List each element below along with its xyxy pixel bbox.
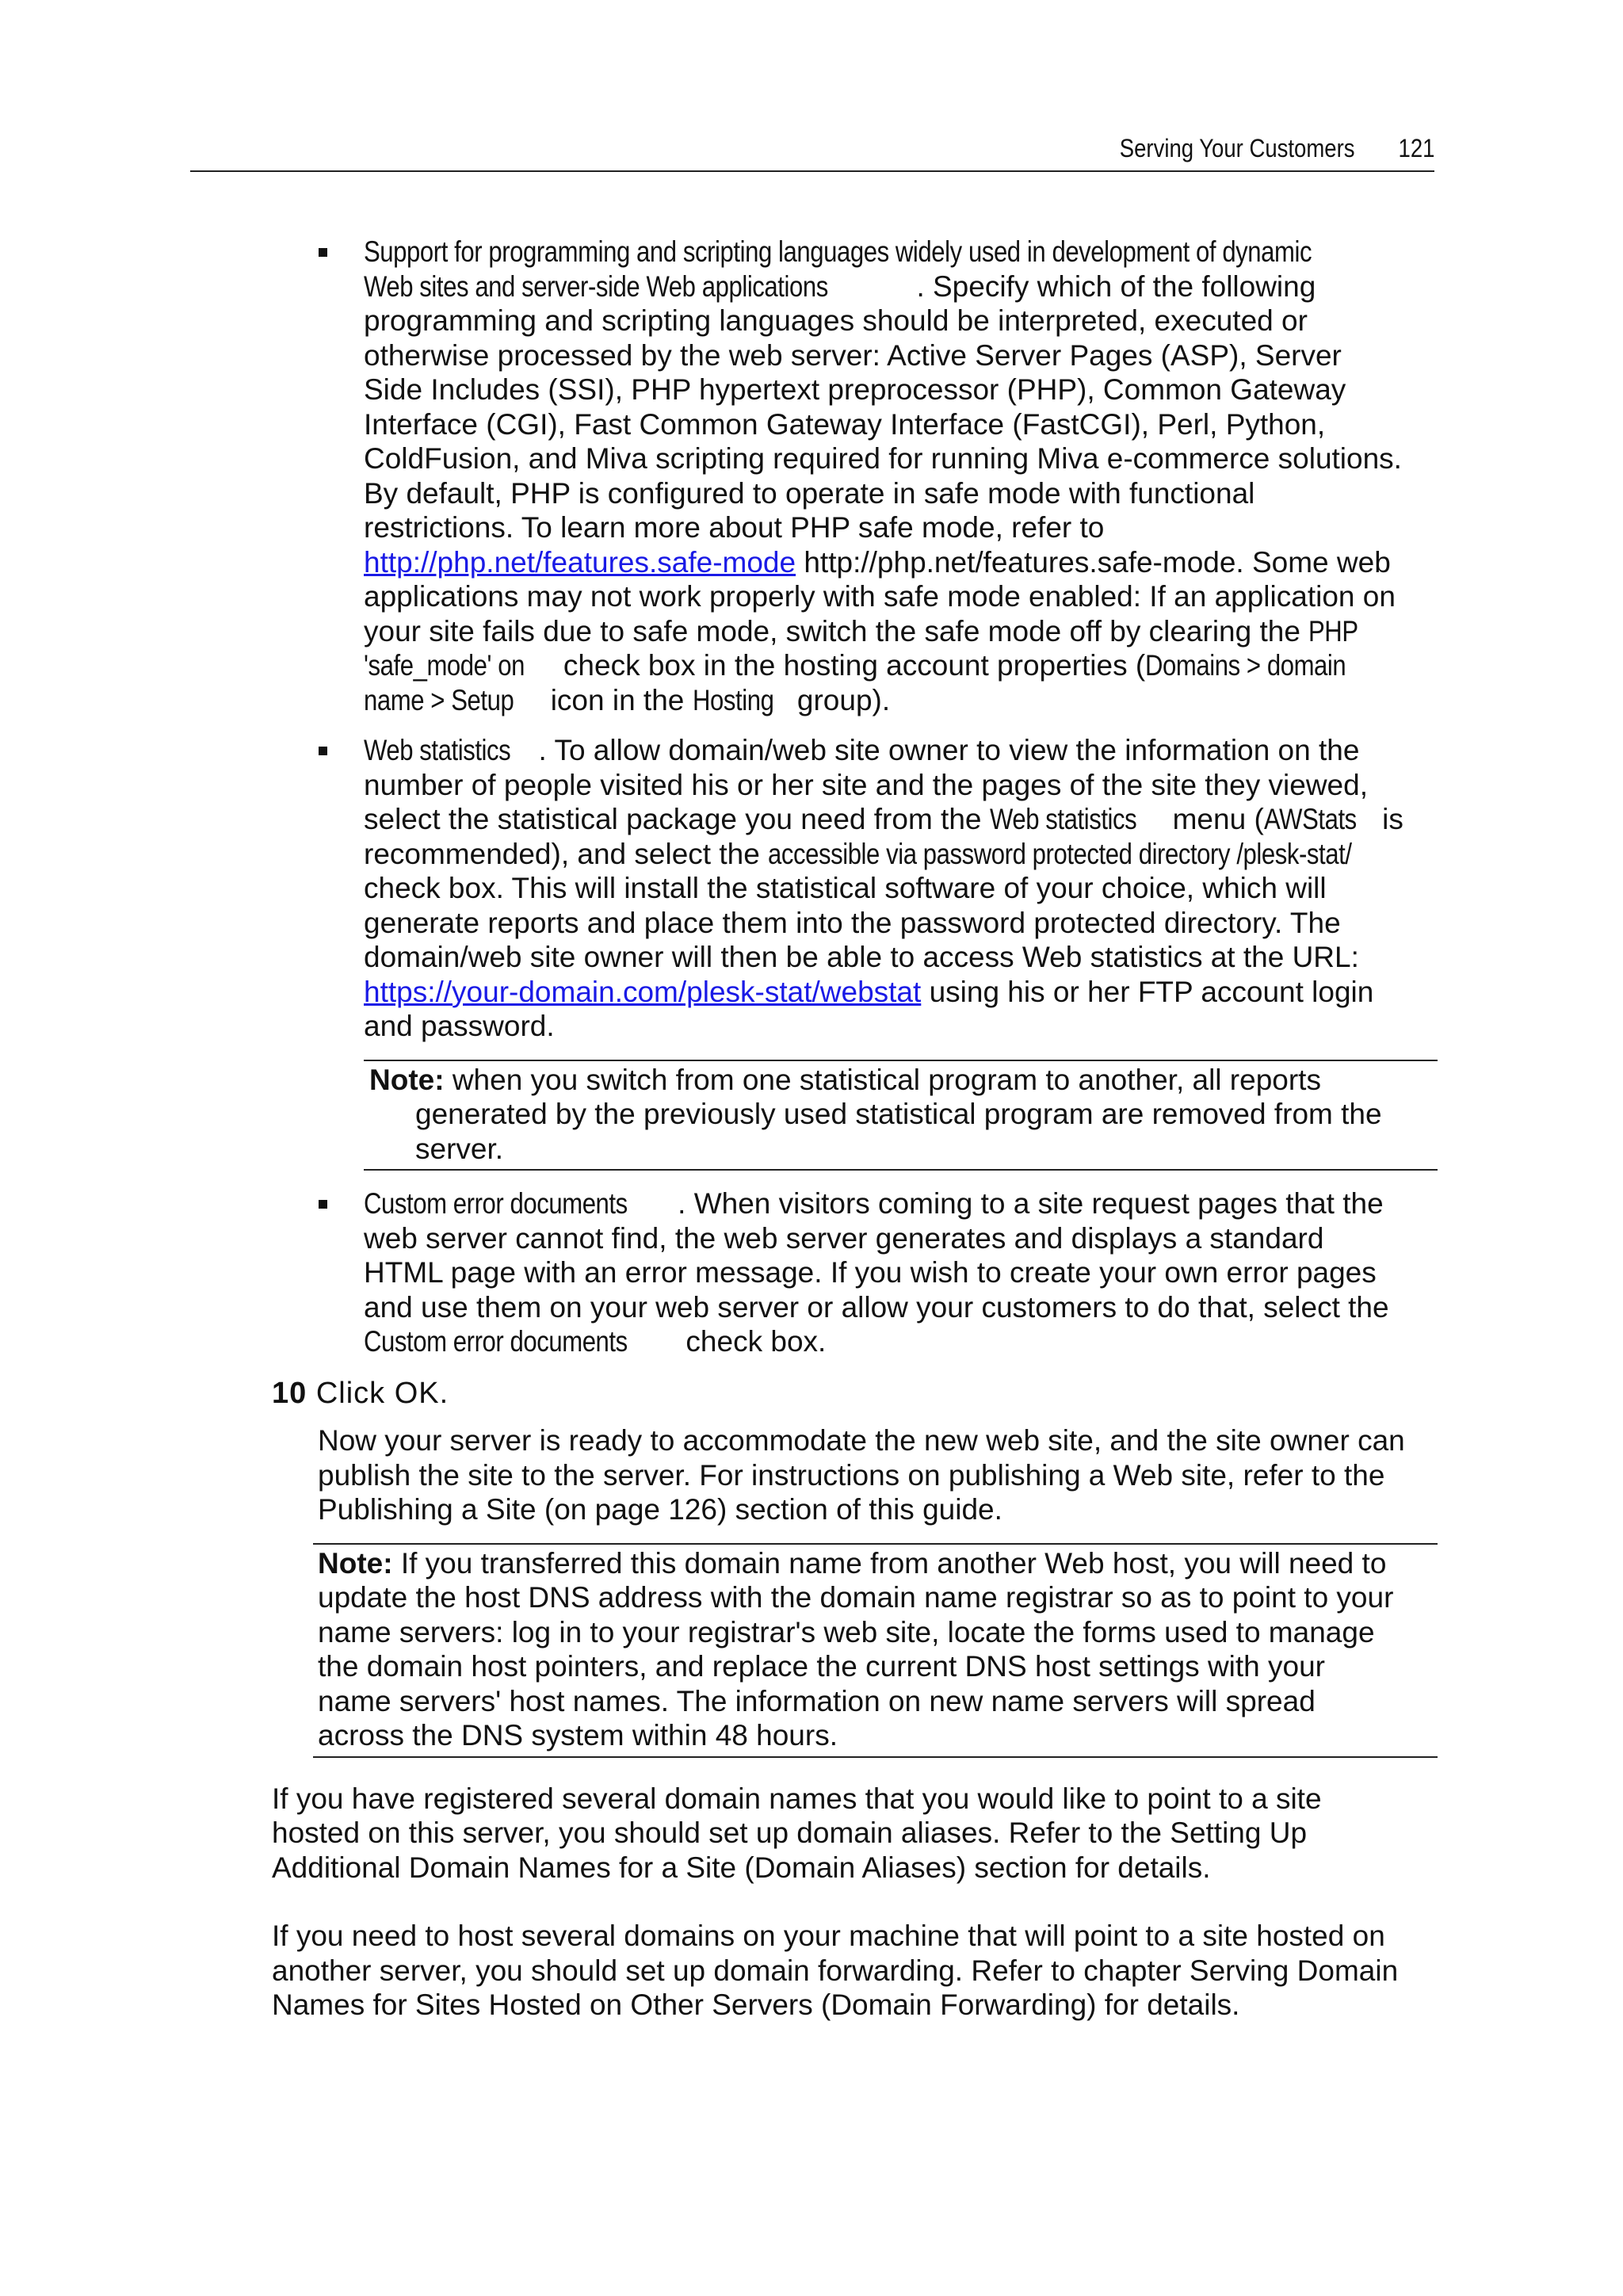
note-line: If you transferred this domain name from another Web host, you will need to (392, 1546, 1387, 1580)
bullet-item-languages (364, 235, 1438, 717)
text-line (364, 579, 1438, 614)
note-label: Note: (318, 1546, 393, 1580)
text-run: ColdFusion, and Miva scripting required for running Miva e-commerce solutions. (364, 442, 1402, 475)
step-description (318, 1423, 1443, 1527)
paragraph-domain-aliases (272, 1782, 1445, 1885)
text-run: and use them on your web server or allow your customers to do that, select the (364, 1290, 1389, 1324)
text-line: another server, you should set up domain forwarding. Refer to chapter Serving Domain (272, 1954, 1399, 1987)
ui-term: 'safe_mode' on (364, 649, 525, 682)
text-run: group). (789, 683, 891, 716)
page-body (0, 235, 1623, 2023)
text-line (364, 683, 1438, 718)
text-run: check box. This will install the statistical software of your choice, which will (364, 872, 1327, 904)
text-line: Additional Domain Names for a Site (Domain Aliases) section for details. (272, 1851, 1211, 1884)
hyperlink[interactable]: https://your-domain.com/plesk-stat/webstat (364, 975, 922, 1008)
text-run: check box. (678, 1325, 827, 1358)
text-line (364, 545, 1438, 580)
text-line (364, 1255, 1438, 1290)
text-line (364, 269, 1438, 304)
note-line: update the host DNS address with the domain name registrar so as to point to your (318, 1581, 1394, 1614)
text-line: If you need to host several domains on your machine that will point to a site hosted on (272, 1920, 1385, 1952)
bullet-text (364, 235, 1438, 717)
text-line: Now your server is ready to accommodate the new web site, and the site owner can (318, 1424, 1405, 1457)
note-line: generated by the previously used statistical program are removed from the (415, 1098, 1382, 1130)
text-run: Side Includes (SSI), PHP hypertext preprocessor (PHP), Common Gateway (364, 373, 1346, 406)
ui-term: PHP (1308, 614, 1358, 648)
bullet-item-custom-errors (364, 1186, 1438, 1359)
note-label: Note: (369, 1063, 445, 1096)
ui-term: AWStats (1263, 803, 1357, 835)
page-header (190, 131, 1434, 172)
text-line (364, 441, 1438, 476)
note-line: name servers: log in to your registrar's web site, locate the forms used to manage (318, 1615, 1375, 1648)
text-line (364, 1290, 1438, 1325)
ui-term: Domains > domain (1145, 649, 1346, 682)
text-line (364, 837, 1438, 872)
text-line (364, 372, 1438, 407)
ui-term: Support for programming and scripting languages widely used in development of dynamic (364, 235, 1312, 268)
text-run: check box in the hosting account properties ( (555, 649, 1146, 682)
text-run: generate reports and place them into the password protected directory. The (364, 906, 1341, 939)
ui-term: Custom error documents (364, 1187, 628, 1220)
text-line (364, 975, 1438, 1010)
bullet-text (364, 733, 1438, 1044)
text-line: Publishing a Site (on page 126) section of this guide. (318, 1493, 1002, 1526)
note-dns-transfer (313, 1543, 1438, 1758)
text-run: and password. (364, 1010, 555, 1042)
text-line (364, 510, 1438, 545)
page-number: 121 (1398, 134, 1434, 162)
ui-term: accessible via password protected directory /plesk-stat/ (768, 837, 1352, 870)
text-line (364, 614, 1438, 649)
ui-term: Web sites and server-side Web applications (364, 269, 828, 303)
text-line (364, 407, 1438, 442)
note-line: name servers' host names. The information on new name servers will spread (318, 1684, 1316, 1717)
text-line (364, 648, 1438, 683)
text-line (364, 1009, 1438, 1044)
bullet-square-icon (319, 248, 327, 257)
text-run: applications may not work properly with safe mode enabled: If an application on (364, 580, 1396, 613)
text-run: By default, PHP is configured to operate in safe mode with functional (364, 476, 1255, 510)
text-run: recommended), and select the (364, 837, 769, 870)
running-head (1119, 134, 1434, 163)
ui-term: Web statistics (364, 734, 511, 766)
text-run: using his or her FTP account login (921, 975, 1374, 1008)
text-line: publish the site to the server. For instructions on publishing a Web site, refer to the (318, 1458, 1385, 1492)
text-line (364, 940, 1438, 975)
text-run: programming and scripting languages should be interpreted, executed or (364, 304, 1308, 337)
step-10 (272, 1377, 1623, 1412)
text-run: . Specify which of the following (916, 269, 1316, 303)
text-run: HTML page with an error message. If you wish to create your own error pages (364, 1256, 1377, 1289)
bullet-square-icon (319, 1200, 327, 1209)
text-line (364, 1324, 1438, 1359)
text-line (364, 476, 1438, 511)
ui-term: Custom error documents (364, 1325, 628, 1358)
note-line: the domain host pointers, and replace the current DNS host settings with your (318, 1650, 1326, 1683)
text-run: domain/web site owner will then be able to access Web statistics at the URL: (364, 941, 1359, 973)
text-run: icon in the (542, 683, 693, 716)
text-run: your site fails due to safe mode, switch the safe mode off by clearing the (364, 614, 1309, 648)
ui-term: Web statistics (989, 803, 1137, 835)
text-run: otherwise processed by the web server: Active Server Pages (ASP), Server (364, 338, 1342, 372)
text-line (364, 1221, 1438, 1256)
ui-term: Hosting (692, 683, 774, 716)
text-run: http://php.net/features.safe-mode. Some web (796, 545, 1391, 579)
text-run: is (1373, 803, 1403, 835)
text-run: restrictions. To learn more about PHP safe mode, refer to (364, 511, 1105, 544)
text-run: . When visitors coming to a site request pages that the (678, 1187, 1384, 1220)
text-line: Names for Sites Hosted on Other Servers (Domain Forwarding) for details. (272, 1988, 1240, 2021)
text-line (364, 304, 1438, 338)
text-line (364, 338, 1438, 373)
text-line (364, 235, 1438, 269)
step-number: 10 (272, 1376, 307, 1410)
text-line (364, 906, 1438, 941)
note-statistics (364, 1060, 1438, 1171)
text-line (364, 1186, 1438, 1221)
step-instruction: Click OK. (315, 1376, 449, 1410)
text-run: select the statistical package you need from the (364, 803, 990, 835)
text-run: Interface (CGI), Fast Common Gateway Interface (FastCGI), Perl, Python, (364, 407, 1326, 441)
ui-term: name > Setup (364, 683, 514, 716)
note-line: across the DNS system within 48 hours. (318, 1719, 838, 1752)
text-line: hosted on this server, you should set up domain aliases. Refer to the Setting Up (272, 1817, 1308, 1849)
text-line (364, 871, 1438, 906)
text-line (364, 768, 1438, 803)
text-run: . To allow domain/web site owner to view the information on the (538, 734, 1360, 766)
text-line: If you have registered several domain names that you would like to point to a site (272, 1782, 1322, 1815)
text-line (364, 733, 1438, 768)
note-line: server. (415, 1132, 504, 1165)
paragraph-domain-forwarding (272, 1919, 1445, 2023)
text-line (364, 802, 1438, 837)
text-run: menu ( (1164, 803, 1264, 835)
hyperlink[interactable]: http://php.net/features.safe-mode (364, 545, 796, 579)
note-first-line: when you switch from one statistical program to another, all reports (444, 1063, 1321, 1096)
text-run: number of people visited his or her site and the pages of the site they viewed, (364, 768, 1368, 801)
bullet-text (364, 1186, 1438, 1359)
bullet-item-web-statistics (364, 733, 1438, 1044)
bullet-square-icon (319, 747, 327, 755)
text-run: web server cannot find, the web server generates and displays a standard (364, 1221, 1324, 1255)
section-title: Serving Your Customers (1119, 134, 1355, 162)
